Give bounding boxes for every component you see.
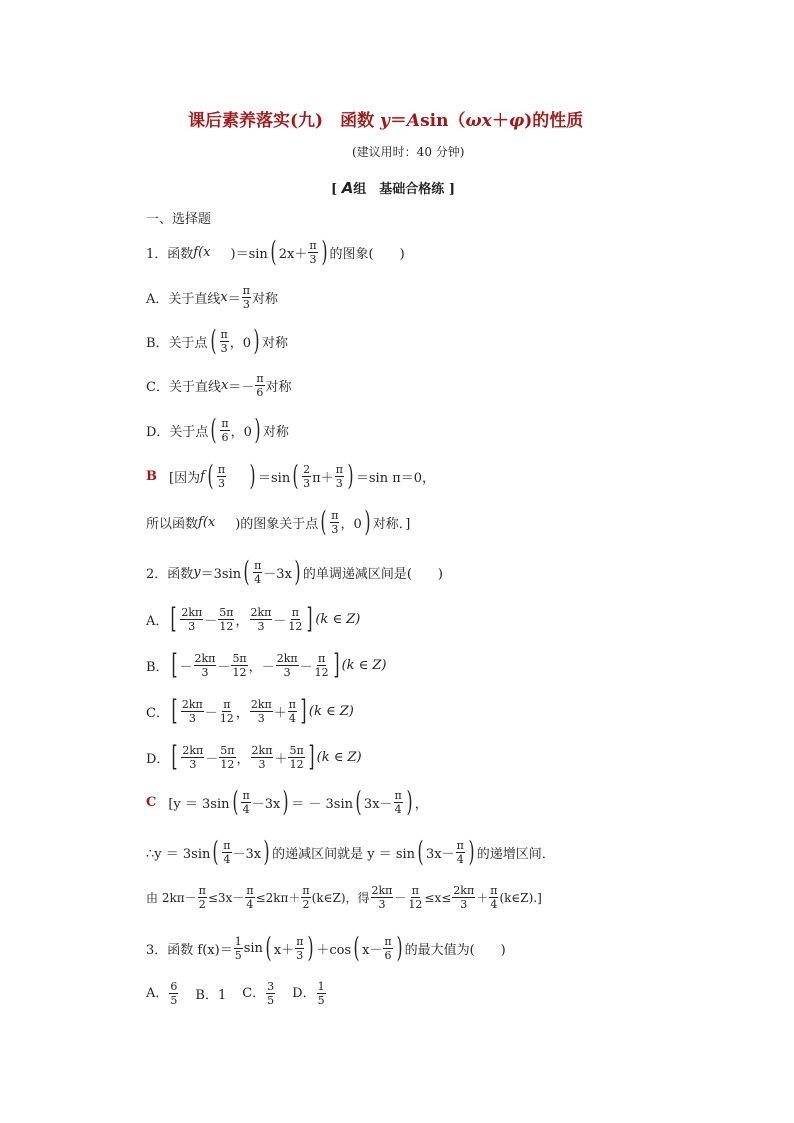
q3-option-a[interactable] [146, 980, 179, 1007]
paren: ( [212, 835, 219, 868]
text: ≤3x－ [207, 891, 245, 905]
fraction: $\frac{2k\pi}{3}$ [194, 651, 216, 679]
fraction: $\frac{5\pi}{12}$ [220, 743, 235, 771]
bracket: ] [306, 602, 313, 635]
text: C．关于直线 [146, 380, 221, 395]
text: ＝sin [258, 470, 291, 486]
bracket: [ [170, 602, 177, 635]
fraction: $\frac{\pi}{4}$ [223, 838, 231, 866]
text: 3x－ [363, 796, 393, 812]
q1-solution [146, 459, 436, 492]
text: 的最大值为( ) [404, 942, 506, 958]
fraction: $\frac{2k\pi}{3}$ [181, 605, 203, 633]
text: ＝－ [228, 380, 255, 395]
fraction: $\frac{\pi}{2}$ [198, 884, 206, 911]
text: x [220, 378, 229, 393]
paren: ) [282, 785, 289, 818]
text: π＋ [312, 470, 334, 486]
text: (k ∈ Z) [308, 703, 354, 719]
paren: ) [364, 505, 371, 538]
text: D． [146, 751, 170, 767]
title-A: A [406, 111, 421, 131]
bracket: [ [171, 694, 178, 727]
fraction: $\frac{2k\pi}{3}$ [371, 884, 393, 911]
text: A．关于直线 [146, 292, 221, 307]
q2-stem [146, 555, 443, 588]
paren: ( [353, 931, 360, 964]
group-left-bracket: [ [331, 182, 338, 197]
title-sin: sin（ [420, 111, 466, 131]
text: ，0 [229, 335, 252, 351]
text: )的图象关于点 [235, 516, 319, 532]
text: －3x [263, 566, 292, 582]
title-plus: ＋ [491, 111, 509, 131]
text: 3．函数 f(x)＝ [146, 942, 233, 958]
paren: ( [210, 413, 217, 446]
fraction: $\frac{\pi}{6}$ [256, 372, 264, 399]
fraction: $\frac{1}{5}$ [234, 934, 242, 962]
fraction: $\frac{2k\pi}{3}$ [182, 743, 204, 771]
paren: ( [265, 931, 272, 964]
fraction: $\frac{2k\pi}{3}$ [276, 651, 298, 679]
text: (x [202, 514, 216, 530]
page-title [188, 106, 583, 131]
q3-options [146, 980, 327, 1007]
fraction: $\frac{\pi}{3}$ [296, 934, 304, 962]
text: －3x [251, 796, 281, 812]
text: A． [146, 613, 169, 629]
text: － [394, 891, 407, 905]
text: ＝sin π＝0， [355, 470, 436, 486]
group-label: 组 基础合格练 [353, 182, 445, 197]
bracket: ] [300, 694, 307, 727]
text: 3x－ [425, 846, 455, 862]
paren: ) [396, 931, 403, 964]
text: C． [242, 986, 266, 1001]
text: －3x [232, 846, 262, 862]
fraction: $\frac{\pi}{4}$ [288, 697, 296, 725]
q2-option-d[interactable] [146, 740, 362, 773]
text: － [217, 659, 231, 675]
text: ＝3sin [200, 566, 242, 582]
q3-option-b[interactable]: B．1 [195, 988, 227, 1003]
text: ，0 [340, 516, 362, 532]
text: － [299, 659, 313, 675]
group-header [331, 178, 455, 197]
text: ， [235, 705, 249, 721]
fraction: $\frac{\pi}{3}$ [242, 284, 250, 311]
bracket: [ [171, 740, 178, 773]
text: 所以函数 [146, 516, 199, 532]
fraction: $\frac{\pi}{3}$ [335, 462, 343, 490]
fraction: $\frac{2k\pi}{3}$ [250, 605, 272, 633]
q1-solution-2 [146, 505, 411, 538]
paren: ) [468, 835, 475, 868]
q2-solution-2 [146, 835, 555, 868]
text: ， [235, 613, 249, 629]
text: f [193, 244, 199, 260]
paren: ( [417, 835, 424, 868]
text: － [204, 613, 218, 629]
q1-option-a[interactable] [146, 284, 278, 311]
text: － [261, 659, 275, 675]
text: ， [236, 751, 250, 767]
text: sin [243, 940, 263, 956]
paren: ( [320, 505, 327, 538]
q1-stem [146, 235, 405, 268]
q2-solution [146, 785, 428, 818]
text: 的递增区间． [476, 846, 555, 862]
text: [y ＝ 3sin [168, 796, 230, 812]
fraction: $\frac{\pi}{3}$ [217, 462, 226, 490]
title-y: y [380, 111, 390, 131]
text: ≤2kπ＋ [255, 891, 301, 905]
text: 1．函数 [146, 246, 194, 262]
paren: ( [207, 459, 214, 492]
paren: ) [347, 459, 354, 492]
text: (k ∈ Z) [341, 657, 387, 673]
text: C． [146, 705, 169, 721]
q2-option-b[interactable] [146, 648, 387, 681]
paren: ( [231, 785, 238, 818]
text: 对称．] [372, 516, 411, 532]
q2-option-c[interactable] [146, 694, 354, 727]
text: ， [414, 796, 428, 812]
paren: ) [254, 413, 261, 446]
text: 对称 [265, 380, 292, 395]
text: ＋ [274, 751, 288, 767]
text: 对称 [251, 292, 278, 307]
paren: ( [270, 235, 277, 268]
paren: ) [263, 835, 270, 868]
text: ＝ － 3sin [291, 796, 353, 812]
paren: ( [292, 459, 299, 492]
text: x＋ [273, 942, 295, 958]
fraction: $\frac{\pi}{12}$ [408, 884, 423, 911]
fraction: $\frac{5\pi}{12}$ [289, 743, 304, 771]
text: ， [248, 659, 262, 675]
fraction: $\frac{\pi}{4}$ [394, 788, 402, 816]
text: 的图象( ) [329, 246, 405, 262]
text: 的单调递减区间是( ) [302, 566, 443, 582]
q1-option-b[interactable] [146, 324, 288, 357]
text: (x [198, 244, 211, 260]
fraction: $\frac{\pi}{4}$ [242, 788, 250, 816]
q3-stem [146, 931, 506, 964]
fraction: $\frac{2k\pi}{3}$ [181, 697, 203, 725]
title-phi: φ [508, 111, 525, 131]
fraction: $\frac{\pi}{12}$ [219, 697, 234, 725]
fraction: $\frac{\pi}{3}$ [331, 508, 339, 536]
fraction: $\frac{\pi}{3}$ [309, 238, 317, 266]
q2-solution-3 [146, 884, 542, 911]
fraction: $\frac{\pi}{3}$ [220, 327, 228, 355]
fraction: $\frac{2}{3}$ [303, 462, 311, 490]
text: ＋ [476, 891, 489, 905]
text: 的递减区间就是 y ＝ sin [272, 846, 416, 862]
fraction: $\frac{2k\pi}{3}$ [250, 697, 272, 725]
section-title: 一、选择题 [146, 212, 212, 227]
paren: ) [253, 324, 260, 357]
fraction: $\frac{\pi}{4}$ [490, 884, 498, 911]
text: ≤x≤ [424, 890, 452, 905]
fraction: $\frac{\pi}{4}$ [254, 558, 262, 586]
fraction: $\frac{\pi}{2}$ [302, 884, 310, 911]
bracket: ] [333, 648, 340, 681]
fraction: $\frac{\pi}{6}$ [221, 416, 229, 444]
fraction: $\frac{\pi}{4}$ [246, 884, 254, 911]
answer-badge: C [146, 794, 157, 810]
text: ＋cos [316, 942, 352, 958]
text: (k ∈ Z) [316, 749, 362, 765]
text: x [220, 290, 228, 305]
paren: ( [210, 324, 217, 357]
text: 由 2kπ－ [146, 891, 197, 905]
text: ，0 [230, 424, 252, 440]
text: ∴y ＝ 3sin [146, 846, 211, 862]
paren: ( [243, 555, 250, 588]
q3-option-c[interactable] [242, 980, 276, 1007]
paren: ) [307, 931, 314, 964]
text: A． [146, 986, 169, 1001]
q3-option-d[interactable] [292, 980, 326, 1007]
text: D．关于点 [146, 424, 209, 440]
text: 2．函数 [146, 566, 194, 582]
text: － [204, 705, 218, 721]
paren: ) [406, 785, 413, 818]
fraction: $\frac{\pi}{12}$ [314, 651, 329, 679]
text: 对称 [262, 424, 289, 440]
text: － [179, 659, 193, 675]
text: 对称 [261, 335, 288, 351]
title-prefix: 课后素养落实(九) 函数 [188, 111, 381, 131]
text: (k∈Z).] [499, 890, 542, 905]
fraction: $\frac{5\pi}{12}$ [219, 605, 234, 633]
text: 2x＋ [278, 246, 308, 262]
bracket: [ [171, 648, 178, 681]
paren: ) [249, 459, 256, 492]
paren: ( [355, 785, 362, 818]
fraction: $\frac{\pi}{6}$ [384, 934, 392, 962]
fraction: $\frac{2k\pi}{3}$ [251, 743, 273, 771]
text: (k ∈ Z) [315, 611, 361, 627]
q1-option-c[interactable] [146, 372, 292, 399]
q2-option-a[interactable] [146, 602, 361, 635]
text: f [200, 468, 205, 484]
group-right-bracket: ] [448, 182, 455, 197]
fraction: $\frac{5\pi}{12}$ [232, 651, 247, 679]
fraction: $\frac{1}{5}$ [317, 980, 325, 1007]
text: (k∈Z)，得 [311, 891, 370, 905]
title-eq: ＝ [389, 111, 407, 131]
text: x－ [362, 942, 383, 958]
text: [因为 [169, 470, 201, 486]
text: － [273, 613, 287, 629]
text: D． [292, 986, 316, 1001]
text: ＋ [273, 705, 287, 721]
text: f [198, 514, 203, 530]
fraction: $\frac{6}{5}$ [170, 980, 178, 1007]
bracket: ] [308, 740, 315, 773]
group-badge: A [341, 179, 354, 197]
text: － [205, 751, 219, 767]
q1-option-d[interactable] [146, 413, 289, 446]
fraction: $\frac{2k\pi}{3}$ [453, 884, 475, 911]
text: B． [146, 659, 169, 675]
fraction: $\frac{3}{5}$ [267, 980, 275, 1007]
paren: ) [321, 235, 328, 268]
answer-badge: B [146, 468, 157, 484]
paren: ) [294, 555, 301, 588]
fraction: $\frac{\pi}{4}$ [456, 838, 464, 866]
title-suffix: )的性质 [524, 111, 584, 131]
text: ＝ [227, 292, 241, 307]
fraction: $\frac{\pi}{12}$ [288, 605, 303, 633]
text: B．关于点 [146, 335, 208, 351]
text: )＝sin [230, 246, 268, 262]
text: y [193, 564, 201, 580]
title-omega: ωx [465, 111, 492, 131]
time-hint: (建议用时：40 分钟) [352, 145, 465, 159]
